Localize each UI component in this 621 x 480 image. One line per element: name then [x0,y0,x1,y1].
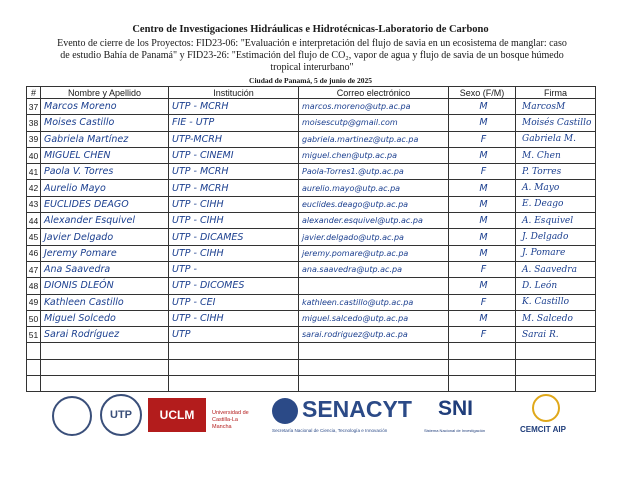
attendee-name: Paola V. Torres [41,164,169,180]
attendee-sex: F [449,131,516,147]
attendee-name: Gabriela Martínez [41,131,169,147]
row-number [27,359,41,375]
attendee-signature: A. Esquivel [516,213,596,229]
table-row [27,294,596,310]
row-number: 48 [27,278,41,294]
attendee-signature: K. Castillo [516,294,596,310]
attendee-signature: M. Salcedo [516,310,596,326]
table-row [27,147,596,163]
senacyt-logo: SENACYT [302,396,412,422]
sni-caption: Sistema Nacional de Investigación [424,428,486,433]
column-header-number: # [27,87,41,99]
document-date: Ciudad de Panamá, 5 de junio de 2025 [249,76,372,85]
attendee-name: Ana Saavedra [41,261,169,277]
attendee-name: Alexander Esquivel [41,213,169,229]
column-header-signature: Firma [516,87,596,99]
attendee-sex: F [449,261,516,277]
attendee-sex [449,343,516,359]
row-number: 41 [27,164,41,180]
cemcit-emblem-icon [532,394,560,422]
attendee-name: Sarai Rodríguez [41,327,169,343]
column-header-name: Nombre y Apellido [41,87,169,99]
cemcit-logo: CEMCIT AIP [520,425,566,434]
attendee-sex: M [449,229,516,245]
row-number: 47 [27,261,41,277]
row-number: 49 [27,294,41,310]
attendee-institution: UTP-MCRH [169,131,299,147]
senacyt-caption: Secretaría Nacional de Ciencia, Tecnología e Innovación [272,428,388,433]
attendee-institution: UTP - CIHH [169,310,299,326]
attendee-signature: MarcosM [516,99,596,115]
attendee-institution: UTP [169,327,299,343]
attendee-signature: P. Torres [516,164,596,180]
row-number: 45 [27,229,41,245]
attendee-email: alexander.esquivel@utp.ac.pa [299,213,449,229]
row-number: 46 [27,245,41,261]
attendee-signature: D. León [516,278,596,294]
row-number: 44 [27,213,41,229]
attendee-name: Javier Delgado [41,229,169,245]
attendee-sex: M [449,213,516,229]
table-row [27,278,596,294]
table-header-row [27,87,596,99]
attendee-email [299,376,449,392]
uclm-caption: Universidad de Castilla-La Mancha [212,410,249,430]
attendee-name: Kathleen Castillo [41,294,169,310]
attendee-name: MIGUEL CHEN [41,147,169,163]
row-number: 50 [27,310,41,326]
attendee-name: Jeremy Pomare [41,245,169,261]
sni-logo: SNI [438,397,474,420]
table-row [27,359,596,375]
event-description: Evento de cierre de los Proyectos: FID23-06: "Evaluación e interpretación del flujo de savia en un ecosistema de manglar: caso de estudio Bahía de Panamá" y FID23-26: "Estimación del flujo de CO₂, vapor de agua y flujo de savia de un bosque húmedo tropical interurbano" [57,38,567,73]
column-header-sex: Sexo (F/M) [449,87,516,99]
attendee-signature: Gabriela M. [516,131,596,147]
attendee-email: moisescutp@gmail.com [299,115,449,131]
row-number: 42 [27,180,41,196]
attendee-institution [169,376,299,392]
attendee-signature: A. Mayo [516,180,596,196]
table-row [27,229,596,245]
attendee-institution: UTP - CINEMI [169,147,299,163]
attendee-sex [449,359,516,375]
table-row [27,343,596,359]
attendee-email: jeremy.pomare@utp.ac.pa [299,245,449,261]
table-row [27,376,596,392]
attendee-name [41,343,169,359]
attendee-institution: UTP - DICOMES [169,278,299,294]
attendee-name [41,359,169,375]
utp-logo: UTP [100,394,142,436]
attendee-name [41,376,169,392]
attendee-name: Moises Castillo [41,115,169,131]
attendee-institution: UTP - [169,261,299,277]
attendee-sex: F [449,327,516,343]
row-number [27,343,41,359]
row-number: 39 [27,131,41,147]
table-row [27,245,596,261]
attendee-name: DIONIS DLEÓN [41,278,169,294]
table-row [27,115,596,131]
attendee-sex [449,376,516,392]
table-row [27,180,596,196]
attendee-sex: M [449,115,516,131]
attendee-institution: UTP - CIHH [169,245,299,261]
attendee-name: Miguel Solcedo [41,310,169,326]
attendee-email: miguel.chen@utp.ac.pa [299,147,449,163]
table-row [27,327,596,343]
attendee-email: miguel.salcedo@utp.ac.pa [299,310,449,326]
attendee-sex: F [449,164,516,180]
attendee-signature [516,376,596,392]
attendee-institution: UTP - CIHH [169,196,299,212]
column-header-institution: Institución [169,87,299,99]
attendee-sex: F [449,294,516,310]
attendee-institution: UTP - MCRH [169,164,299,180]
table-row [27,213,596,229]
attendee-signature: Sarai R. [516,327,596,343]
footer-logos [44,392,584,442]
attendee-sex: M [449,99,516,115]
table-row [27,99,596,115]
attendee-email: kathleen.castillo@utp.ac.pa [299,294,449,310]
attendee-signature: J. Pomare [516,245,596,261]
attendee-signature: M. Chen [516,147,596,163]
attendee-signature [516,359,596,375]
column-header-email: Correo electrónico [299,87,449,99]
attendee-name: Marcos Moreno [41,99,169,115]
row-number [27,376,41,392]
attendee-signature: E. Deago [516,196,596,212]
row-number: 51 [27,327,41,343]
attendee-email [299,359,449,375]
attendee-sex: M [449,180,516,196]
attendee-email [299,278,449,294]
table-row [27,310,596,326]
row-number: 40 [27,147,41,163]
uclm-logo: UCLM [148,398,206,432]
attendee-sex: M [449,310,516,326]
attendee-sex: M [449,245,516,261]
table-row [27,261,596,277]
attendee-institution: UTP - CEI [169,294,299,310]
attendee-name: Aurelio Mayo [41,180,169,196]
attendee-email: marcos.moreno@utp.ac.pa [299,99,449,115]
attendee-signature: A. Saavedra [516,261,596,277]
attendee-email: gabriela.martinez@utp.ac.pa [299,131,449,147]
attendee-email: javier.delgado@utp.ac.pa [299,229,449,245]
attendee-email: Paola-Torres1.@utp.ac.pa [299,164,449,180]
attendee-signature: J. Delgado [516,229,596,245]
attendee-email: euclides.deago@utp.ac.pa [299,196,449,212]
table-row [27,131,596,147]
attendee-email: sarai.rodriguez@utp.ac.pa [299,327,449,343]
senacyt-emblem-icon [272,398,298,424]
attendee-institution: UTP - CIHH [169,213,299,229]
attendee-sex: M [449,196,516,212]
attendee-institution: FIE - UTP [169,115,299,131]
attendee-signature: Moisés Castillo [516,115,596,131]
attendee-signature [516,343,596,359]
attendee-institution [169,359,299,375]
attendee-institution: UTP - MCRH [169,99,299,115]
attendee-institution: UTP - MCRH [169,180,299,196]
attendee-institution [169,343,299,359]
row-number: 43 [27,196,41,212]
table-row [27,164,596,180]
attendee-institution: UTP - DICAMES [169,229,299,245]
row-number: 37 [27,99,41,115]
cihh-seal-logo [52,396,92,436]
table-row [27,196,596,212]
row-number: 38 [27,115,41,131]
document-title: Centro de Investigaciones Hidráulicas e Hidrotécnicas-Laboratorio de Carbono [132,24,489,35]
attendee-sex: M [449,147,516,163]
attendee-email [299,343,449,359]
attendee-name: EUCLIDES DEAGO [41,196,169,212]
attendee-email: aurelio.mayo@utp.ac.pa [299,180,449,196]
attendance-table [26,86,596,392]
attendee-sex: M [449,278,516,294]
attendee-email: ana.saavedra@utp.ac.pa [299,261,449,277]
